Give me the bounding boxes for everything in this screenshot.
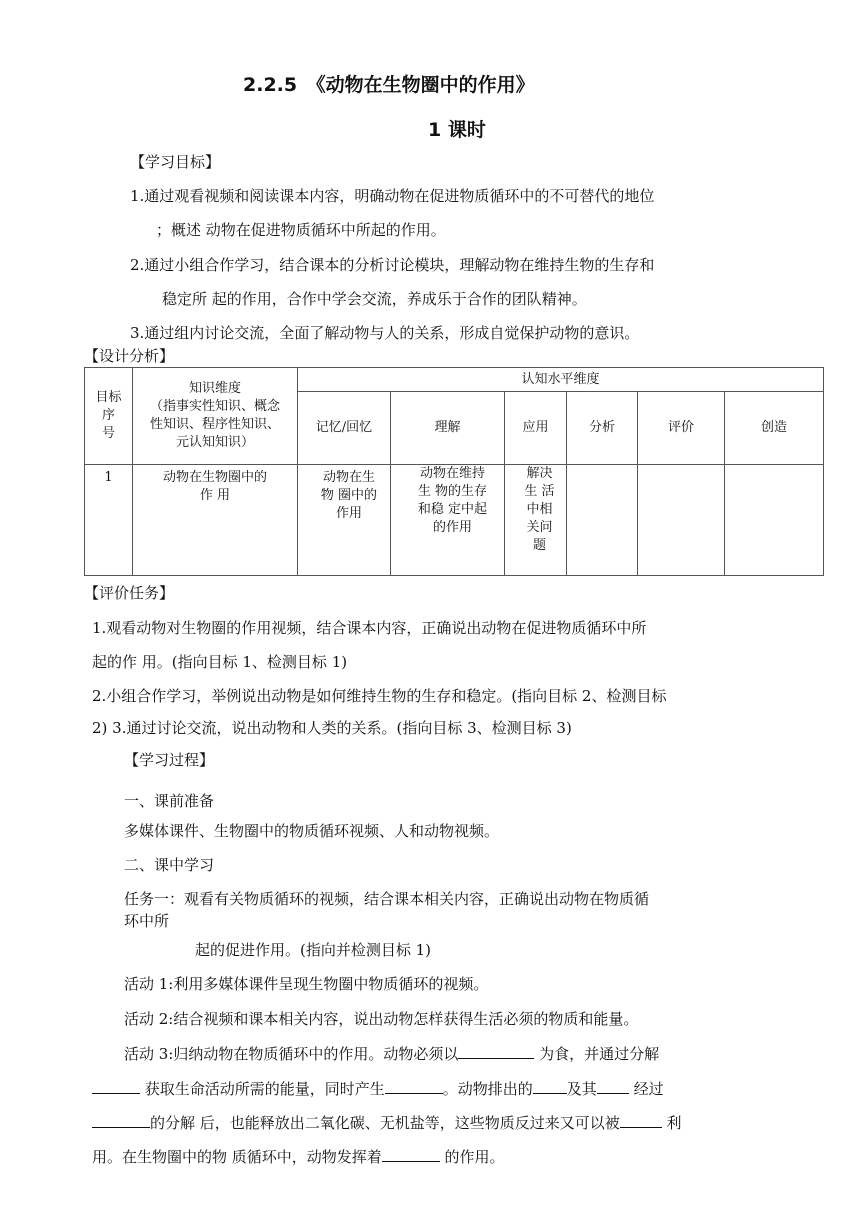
header-memory: 记忆/回忆 (298, 392, 391, 465)
goal-2-line-2: 稳定所 起的作用，合作中学会交流，养成乐于合作的团队精神。 (162, 290, 587, 308)
row-memory: 动物在生 物 圈中的 作用 (298, 465, 391, 576)
section-1-text: 多媒体课件、生物圈中的物质循环视频、人和动物视频。 (124, 822, 500, 840)
goals-heading: 【学习目标】 (130, 153, 221, 171)
goal-1-line-1: 1.通过观看视频和阅读课本内容，明确动物在促进物质循环中的不可替代的地位 (130, 187, 655, 205)
task-1-line-1: 任务一：观看有关物质循环的视频，结合课本相关内容，正确说出动物在物质循 (124, 890, 650, 908)
task-1-line-3: 起的促进作用。(指向并检测目标 1) (195, 941, 432, 959)
row-goal-number: 1 (85, 465, 133, 576)
activity-3-line-4: 用。在生物圈中的物 质循环中，动物发挥着 的作用。 (92, 1148, 505, 1166)
goal-1-line-2: ；概述 动物在促进物质循环中所起的作用。 (156, 221, 446, 239)
section-2-title: 二、课中学习 (124, 856, 215, 874)
evaluation-heading: 【评价任务】 (84, 584, 175, 602)
row-apply: 解决 生 活 中相 关问 题 (505, 465, 567, 576)
blank-remains (597, 1078, 629, 1094)
row-evaluate (638, 465, 725, 576)
row-analyze (567, 465, 638, 576)
design-analysis-table (84, 367, 824, 576)
evaluation-1-line-1: 1.观看动物对生物圈的作用视频，结合课本内容，正确说出动物在促进物质循环中所 (92, 619, 647, 637)
blank-produce (385, 1078, 443, 1094)
blank-role (382, 1146, 440, 1162)
header-cognitive-dimension: 认知水平维度 (298, 368, 824, 392)
evaluation-2-line-2: 2) 3.通过讨论交流，说出动物和人类的关系。(指向目标 3、检测目标 3) (92, 719, 572, 737)
row-understand: 动物在维持 生 物的生存 和稳 定中起 的作用 (391, 465, 505, 576)
evaluation-2-line-1: 2.小组合作学习，举例说出动物是如何维持生物的生存和稳定。(指向目标 2、检测目标 (92, 687, 667, 705)
blank-food (458, 1043, 534, 1059)
header-understand: 理解 (391, 392, 505, 465)
blank-decomposer (92, 1112, 150, 1128)
activity-3-line-2: 获取生命活动所需的能量，同时产生 。动物排出的 及其 经过 (92, 1078, 664, 1099)
header-goal-number: 目标 序 号 (85, 368, 133, 465)
header-analyze: 分析 (567, 392, 638, 465)
goal-3: 3.通过组内讨论交流，全面了解动物与人的关系，形成自觉保护动物的意识。 (130, 324, 640, 342)
blank-decompose (92, 1078, 140, 1094)
header-apply: 应用 (505, 392, 567, 465)
lesson-hours: 1 课时 (428, 119, 486, 141)
header-evaluate: 评价 (638, 392, 725, 465)
blank-producer (620, 1112, 662, 1128)
process-heading: 【学习过程】 (124, 751, 215, 769)
header-create: 创造 (725, 392, 824, 465)
section-1-title: 一、课前准备 (124, 792, 215, 810)
blank-excreta (533, 1078, 567, 1094)
activity-3-line-3: 的分解 后，也能释放出二氧化碳、无机盐等，这些物质反过来又可以被 利 (92, 1112, 682, 1133)
goal-2-line-1: 2.通过小组合作学习，结合课本的分析讨论模块，理解动物在维持生物的生存和 (130, 256, 655, 274)
activity-3-line-1: 活动 3:归纳动物在物质循环中的作用。动物必须以 为食，并通过分解 (124, 1045, 660, 1063)
design-heading: 【设计分析】 (84, 347, 175, 365)
activity-1: 活动 1:利用多媒体课件呈现生物圈中物质循环的视频。 (124, 975, 489, 993)
page-title: 2.2.5 《动物在生物圈中的作用》 (243, 74, 535, 96)
evaluation-1-line-2: 起的作 用。(指向目标 1、检测目标 1) (92, 653, 348, 671)
row-knowledge: 动物在生物圈中的 作 用 (133, 465, 298, 576)
row-create (725, 465, 824, 576)
header-knowledge-dimension: 知识维度 （指事实性知识、概念 性知识、程序性知识、 元认知知识） (133, 368, 298, 465)
activity-2: 活动 2:结合视频和课本相关内容，说出动物怎样获得生活必须的物质和能量。 (124, 1010, 639, 1028)
task-1-line-2: 环中所 (124, 912, 170, 930)
